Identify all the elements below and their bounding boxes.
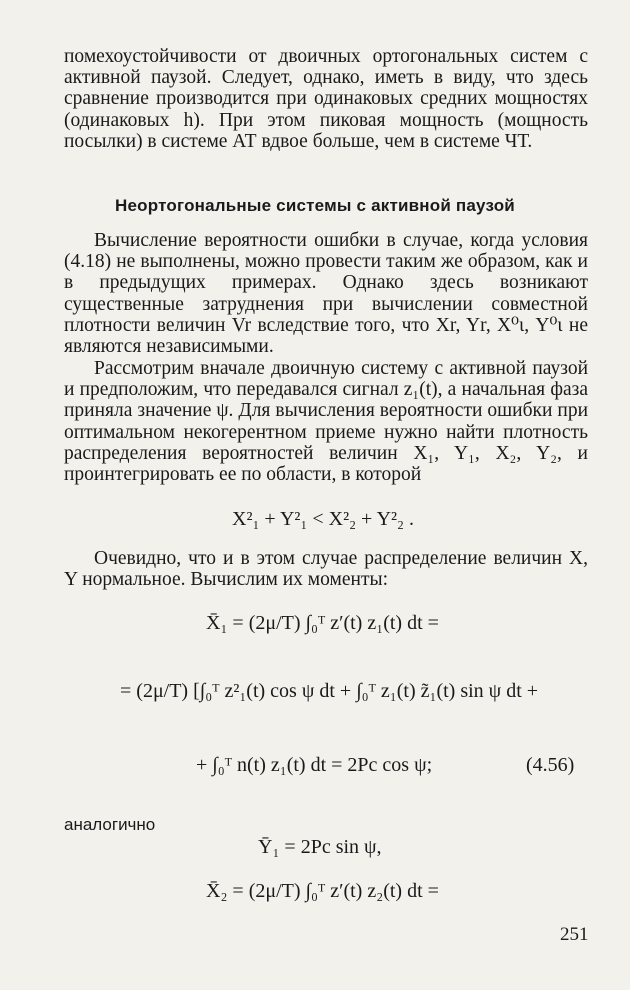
top-paragraph-text: помехоустойчивости от двоичных ортогональных систем с активной паузой. Следует, однако, иметь в виду, что здесь сравнение производится при одинаковых средних мощностях (одинаковых h). При этом пиковая мощность (мощность посылки) в системе АТ вдвое больше, чем в системе ЧТ. <box>64 46 588 152</box>
paragraph-2 <box>64 358 588 485</box>
analogously-label <box>64 814 588 835</box>
top-paragraph <box>64 46 588 152</box>
equation-number: (4.56) <box>526 754 575 776</box>
paragraph-3 <box>64 548 588 590</box>
paragraph-1 <box>64 230 588 357</box>
paragraph-1-text: Вычисление вероятности ошибки в случае, когда условия (4.18) не выполнены, можно провести таким же образом, как и в предыдущих примерах. Однако здесь возникают существенные затруднения при вычислении совместной плотности величин Vr вследствие того, что Xr, Yr, X⁰ι, Y⁰ι не являются независимыми. <box>64 230 588 358</box>
inequality: X²₁ + Y²₁ < X²₂ + Y²₂ . <box>232 508 415 530</box>
page-number: 251 <box>560 924 589 945</box>
equation-x1-line2: = (2μ/T) [∫₀ᵀ z²₁(t) cos ψ dt + ∫₀ᵀ z₁(t) z̃₁(t) sin ψ dt + <box>120 680 539 702</box>
equation-x1-line3: + ∫₀ᵀ n(t) z₁(t) dt = 2Pc cos ψ; <box>196 754 433 776</box>
equation-y1: Ȳ₁ = 2Pc sin ψ, <box>258 836 382 858</box>
paragraph-3-text: Очевидно, что и в этом случае распределение величин X, Y нормальное. Вычислим их моменты: <box>64 548 588 591</box>
equation-x2: X̄₂ = (2μ/T) ∫₀ᵀ z′(t) z₂(t) dt = <box>206 880 439 902</box>
analogously-text: аналогично <box>64 815 156 834</box>
equation-x1-line1: X̄₁ = (2μ/T) ∫₀ᵀ z′(t) z₁(t) dt = <box>206 612 439 634</box>
section-heading: Неортогональные системы с активной паузой <box>115 196 515 215</box>
paragraph-2-text: Рассмотрим вначале двоичную систему с активной паузой и предположим, что передавался сигнал z₁(t), а начальная фаза приняла значение ψ. Для вычисления вероятности ошибки при оптимальном некогерентном приеме нужно найти плотность распределения вероятностей величин X₁, Y₁, X₂, Y₂, и проинтегрировать ее по области, в которой <box>64 358 588 486</box>
